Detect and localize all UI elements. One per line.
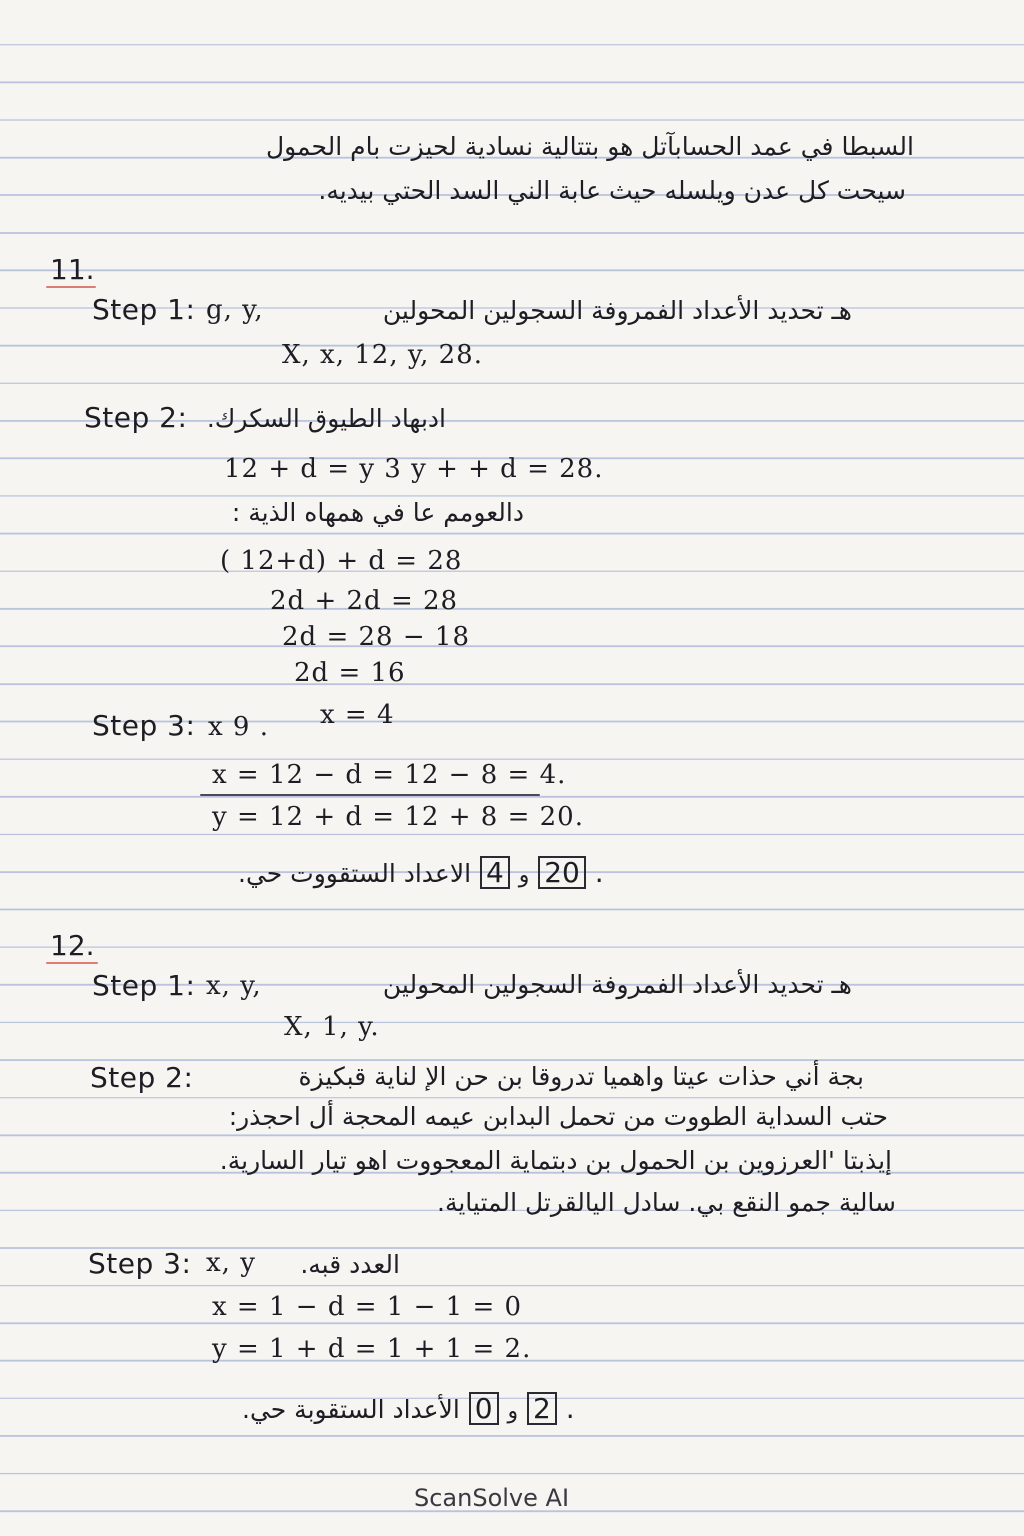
step-text: بجة أني حذات عيتا واهميا تدروقا بن حن الإ لناية قبكيزة bbox=[298, 1062, 864, 1091]
divider-rule bbox=[200, 794, 540, 796]
step-text: سالية جمو النقع بي. سادل اليالقرتل المتياية. bbox=[437, 1188, 896, 1217]
equation: y = 1 + d = 1 + 1 = 2. bbox=[212, 1334, 532, 1364]
final-answer bbox=[238, 856, 604, 889]
answer-box: 4 bbox=[480, 856, 510, 889]
answer-end: . bbox=[594, 856, 604, 889]
step-variables: x, y bbox=[206, 1248, 256, 1278]
equation: 2d = 28 − 18 bbox=[282, 622, 470, 652]
final-answer bbox=[242, 1392, 575, 1425]
equation: x = 4 bbox=[320, 700, 395, 730]
answer-and: و bbox=[518, 863, 530, 888]
problem-number-underline bbox=[46, 286, 96, 288]
step-label: Step 1: bbox=[92, 969, 196, 1002]
answer-box: 2 bbox=[527, 1392, 557, 1425]
problem-number: 11. bbox=[50, 253, 95, 286]
problem-number-underline bbox=[46, 962, 98, 964]
answer-end: . bbox=[565, 1392, 575, 1425]
sequence: X, 1, y. bbox=[284, 1012, 380, 1042]
sequence: X, x, 12, y, 28. bbox=[282, 340, 483, 370]
problem-number: 12. bbox=[50, 929, 95, 962]
step-variables: x 9 . bbox=[208, 712, 269, 742]
equation: x = 1 − d = 1 − 1 = 0 bbox=[212, 1292, 523, 1322]
step-label: Step 2: bbox=[84, 401, 188, 434]
answer-text: الأعداد الستقوبة حي. bbox=[242, 1395, 460, 1424]
step-text: دالعومم عا في همهاه الذية : bbox=[231, 498, 524, 527]
step-text: حتب السداية الطووت من تحمل البدابن عيمه المحجة أل احجذر: bbox=[228, 1102, 888, 1131]
equation: ( 12+d) + d = 28 bbox=[220, 546, 463, 576]
step-label: Step 2: bbox=[90, 1061, 194, 1094]
step-label: Step 3: bbox=[92, 709, 196, 742]
step-text: إيذبتا 'العرزوين بن الحمول بن دبتماية المعجووت اهو تيار السارية. bbox=[219, 1146, 892, 1175]
equation: x = 12 − d = 12 − 8 = 4. bbox=[212, 760, 567, 790]
equation: 2d + 2d = 28 bbox=[270, 586, 459, 616]
answer-box: 20 bbox=[538, 856, 586, 889]
answer-and: و bbox=[507, 1399, 519, 1424]
intro-line-1: السبطا في عمد الحسابآتل هو بتتالية نسادية لحيزت بام الحمول bbox=[265, 132, 914, 161]
intro-line-2: سيحت كل عدن ويلسله حيث عابة الني السد الحتي بيديه. bbox=[318, 176, 906, 205]
step-variables: x, y, bbox=[206, 971, 262, 1001]
step-text: ادبهاد الطيوق السكرك. bbox=[206, 404, 446, 433]
step-text: العدد قبه. bbox=[300, 1250, 400, 1279]
equation: 2d = 16 bbox=[294, 658, 406, 688]
step-label: Step 1: bbox=[92, 293, 196, 326]
step-label: Step 3: bbox=[88, 1247, 192, 1280]
equation: 12 + d = y 3 y + + d = 28. bbox=[224, 454, 604, 484]
answer-box: 0 bbox=[469, 1392, 499, 1425]
equation: y = 12 + d = 12 + 8 = 20. bbox=[212, 802, 584, 832]
answer-text: الاعداد الستقووت حي. bbox=[238, 859, 472, 888]
footer-brand: ScanSolve AI bbox=[414, 1484, 570, 1512]
step-text: هـ تحديد الأعداد الفمروفة السجولين المحولين bbox=[382, 296, 852, 325]
step-variables: g, y, bbox=[206, 295, 264, 325]
step-text: هـ تحديد الأعداد الفمروفة السجولين المحولين bbox=[382, 970, 852, 999]
